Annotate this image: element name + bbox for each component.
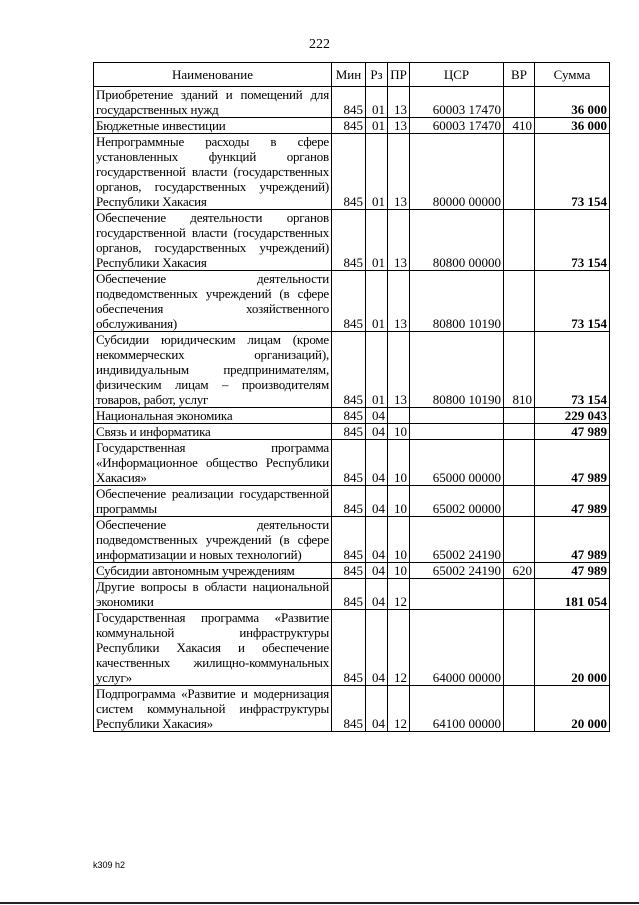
row-sum: 36 000 xyxy=(535,87,610,118)
row-sum: 73 154 xyxy=(535,134,610,210)
header-rz: Рз xyxy=(366,63,388,87)
row-vr xyxy=(504,271,535,332)
row-pr: 13 xyxy=(388,271,410,332)
table-row xyxy=(94,610,610,686)
row-name: Непрограммные расходы в сфере установленных функций органов государственной власти (государственных органов, государственных учреждений) Республики Хакасия xyxy=(94,134,332,210)
row-vr xyxy=(504,424,535,440)
row-vr xyxy=(504,517,535,563)
row-csr: 80800 00000 xyxy=(410,210,504,271)
row-name: Государственная программа «Информационное общество Республики Хакасия» xyxy=(94,440,332,486)
row-csr: 80800 10190 xyxy=(410,271,504,332)
table-row xyxy=(94,408,610,424)
row-sum: 181 054 xyxy=(535,579,610,610)
row-csr: 65002 24190 xyxy=(410,517,504,563)
row-rz: 01 xyxy=(366,134,388,210)
table-row xyxy=(94,563,610,579)
row-min: 845 xyxy=(332,408,366,424)
row-name: Бюджетные инвестиции xyxy=(94,118,332,134)
row-sum: 36 000 xyxy=(535,118,610,134)
row-pr: 13 xyxy=(388,118,410,134)
table-row xyxy=(94,486,610,517)
row-csr xyxy=(410,408,504,424)
row-csr xyxy=(410,579,504,610)
table-row xyxy=(94,134,610,210)
row-sum: 73 154 xyxy=(535,271,610,332)
row-pr: 10 xyxy=(388,486,410,517)
row-rz: 04 xyxy=(366,579,388,610)
row-vr xyxy=(504,686,535,732)
row-sum: 47 989 xyxy=(535,486,610,517)
row-sum: 47 989 xyxy=(535,424,610,440)
row-vr: 810 xyxy=(504,332,535,408)
row-name: Связь и информатика xyxy=(94,424,332,440)
row-min: 845 xyxy=(332,579,366,610)
row-pr: 13 xyxy=(388,134,410,210)
row-rz: 04 xyxy=(366,517,388,563)
row-csr: 65002 24190 xyxy=(410,563,504,579)
row-sum: 47 989 xyxy=(535,517,610,563)
row-name: Подпрограмма «Развитие и модернизация систем коммунальной инфраструктуры Республики Хакасия» xyxy=(94,686,332,732)
row-vr xyxy=(504,87,535,118)
row-name: Другие вопросы в области национальной экономики xyxy=(94,579,332,610)
row-vr xyxy=(504,579,535,610)
row-name: Субсидии автономным учреждениям xyxy=(94,563,332,579)
row-name: Обеспечение деятельности подведомственных учреждений (в сфере обеспечения хозяйственного обслуживания) xyxy=(94,271,332,332)
header-vr: ВР xyxy=(504,63,535,87)
footer-code: k309 h2 xyxy=(93,860,126,870)
row-csr xyxy=(410,424,504,440)
row-name: Субсидии юридическим лицам (кроме некоммерческих организаций), индивидуальным предпринимателям, физическим лицам – производителям товаров, работ, услуг xyxy=(94,332,332,408)
row-min: 845 xyxy=(332,610,366,686)
row-rz: 01 xyxy=(366,332,388,408)
table-row xyxy=(94,332,610,408)
row-sum: 73 154 xyxy=(535,210,610,271)
row-csr: 80800 10190 xyxy=(410,332,504,408)
header-min: Мин xyxy=(332,63,366,87)
row-sum: 73 154 xyxy=(535,332,610,408)
row-csr: 64100 00000 xyxy=(410,686,504,732)
header-sum: Сумма xyxy=(535,63,610,87)
row-rz: 01 xyxy=(366,210,388,271)
table-row xyxy=(94,87,610,118)
row-pr: 12 xyxy=(388,579,410,610)
row-name: Государственная программа «Развитие коммунальной инфраструктуры Республики Хакасия и обеспечение качественных жилищно-коммунальных услуг» xyxy=(94,610,332,686)
row-name: Обеспечение деятельности органов государственной власти (государственных органов, государственных учреждений) Республики Хакасия xyxy=(94,210,332,271)
row-pr: 10 xyxy=(388,563,410,579)
row-min: 845 xyxy=(332,686,366,732)
row-vr: 410 xyxy=(504,118,535,134)
row-rz: 04 xyxy=(366,563,388,579)
row-name: Обеспечение реализации государственной программы xyxy=(94,486,332,517)
table-header-row xyxy=(94,63,610,87)
row-vr xyxy=(504,210,535,271)
row-pr: 13 xyxy=(388,87,410,118)
row-vr xyxy=(504,408,535,424)
budget-table xyxy=(93,62,610,732)
row-sum: 47 989 xyxy=(535,440,610,486)
row-min: 845 xyxy=(332,440,366,486)
row-sum: 20 000 xyxy=(535,610,610,686)
row-sum: 229 043 xyxy=(535,408,610,424)
table-row xyxy=(94,118,610,134)
row-rz: 01 xyxy=(366,87,388,118)
table-row xyxy=(94,517,610,563)
row-csr: 60003 17470 xyxy=(410,87,504,118)
row-pr: 12 xyxy=(388,610,410,686)
row-min: 845 xyxy=(332,486,366,517)
row-sum: 20 000 xyxy=(535,686,610,732)
row-min: 845 xyxy=(332,134,366,210)
row-sum: 47 989 xyxy=(535,563,610,579)
row-vr: 620 xyxy=(504,563,535,579)
row-pr: 10 xyxy=(388,424,410,440)
row-csr: 60003 17470 xyxy=(410,118,504,134)
row-min: 845 xyxy=(332,271,366,332)
table-row xyxy=(94,210,610,271)
row-min: 845 xyxy=(332,210,366,271)
page-number: 222 xyxy=(309,37,330,52)
header-pr: ПР xyxy=(388,63,410,87)
row-pr: 13 xyxy=(388,210,410,271)
row-pr: 10 xyxy=(388,440,410,486)
row-csr: 80000 00000 xyxy=(410,134,504,210)
row-pr: 13 xyxy=(388,332,410,408)
row-name: Обеспечение деятельности подведомственных учреждений (в сфере информатизации и новых технологий) xyxy=(94,517,332,563)
row-rz: 04 xyxy=(366,440,388,486)
row-rz: 01 xyxy=(366,118,388,134)
table-row xyxy=(94,440,610,486)
header-csr: ЦСР xyxy=(410,63,504,87)
row-name: Приобретение зданий и помещений для государственных нужд xyxy=(94,87,332,118)
row-pr: 12 xyxy=(388,686,410,732)
row-min: 845 xyxy=(332,332,366,408)
row-csr: 64000 00000 xyxy=(410,610,504,686)
row-rz: 01 xyxy=(366,271,388,332)
header-name: Наименование xyxy=(94,63,332,87)
row-vr xyxy=(504,486,535,517)
table-row xyxy=(94,271,610,332)
table-row xyxy=(94,686,610,732)
row-rz: 04 xyxy=(366,610,388,686)
row-min: 845 xyxy=(332,424,366,440)
row-pr: 10 xyxy=(388,517,410,563)
row-min: 845 xyxy=(332,87,366,118)
table-row xyxy=(94,579,610,610)
row-vr xyxy=(504,610,535,686)
row-rz: 04 xyxy=(366,486,388,517)
row-vr xyxy=(504,440,535,486)
row-pr xyxy=(388,408,410,424)
row-min: 845 xyxy=(332,118,366,134)
row-vr xyxy=(504,134,535,210)
row-name: Национальная экономика xyxy=(94,408,332,424)
row-rz: 04 xyxy=(366,424,388,440)
row-rz: 04 xyxy=(366,408,388,424)
row-min: 845 xyxy=(332,563,366,579)
row-min: 845 xyxy=(332,517,366,563)
table-row xyxy=(94,424,610,440)
bottom-rule xyxy=(0,902,639,904)
row-csr: 65000 00000 xyxy=(410,440,504,486)
row-rz: 04 xyxy=(366,686,388,732)
row-csr: 65002 00000 xyxy=(410,486,504,517)
